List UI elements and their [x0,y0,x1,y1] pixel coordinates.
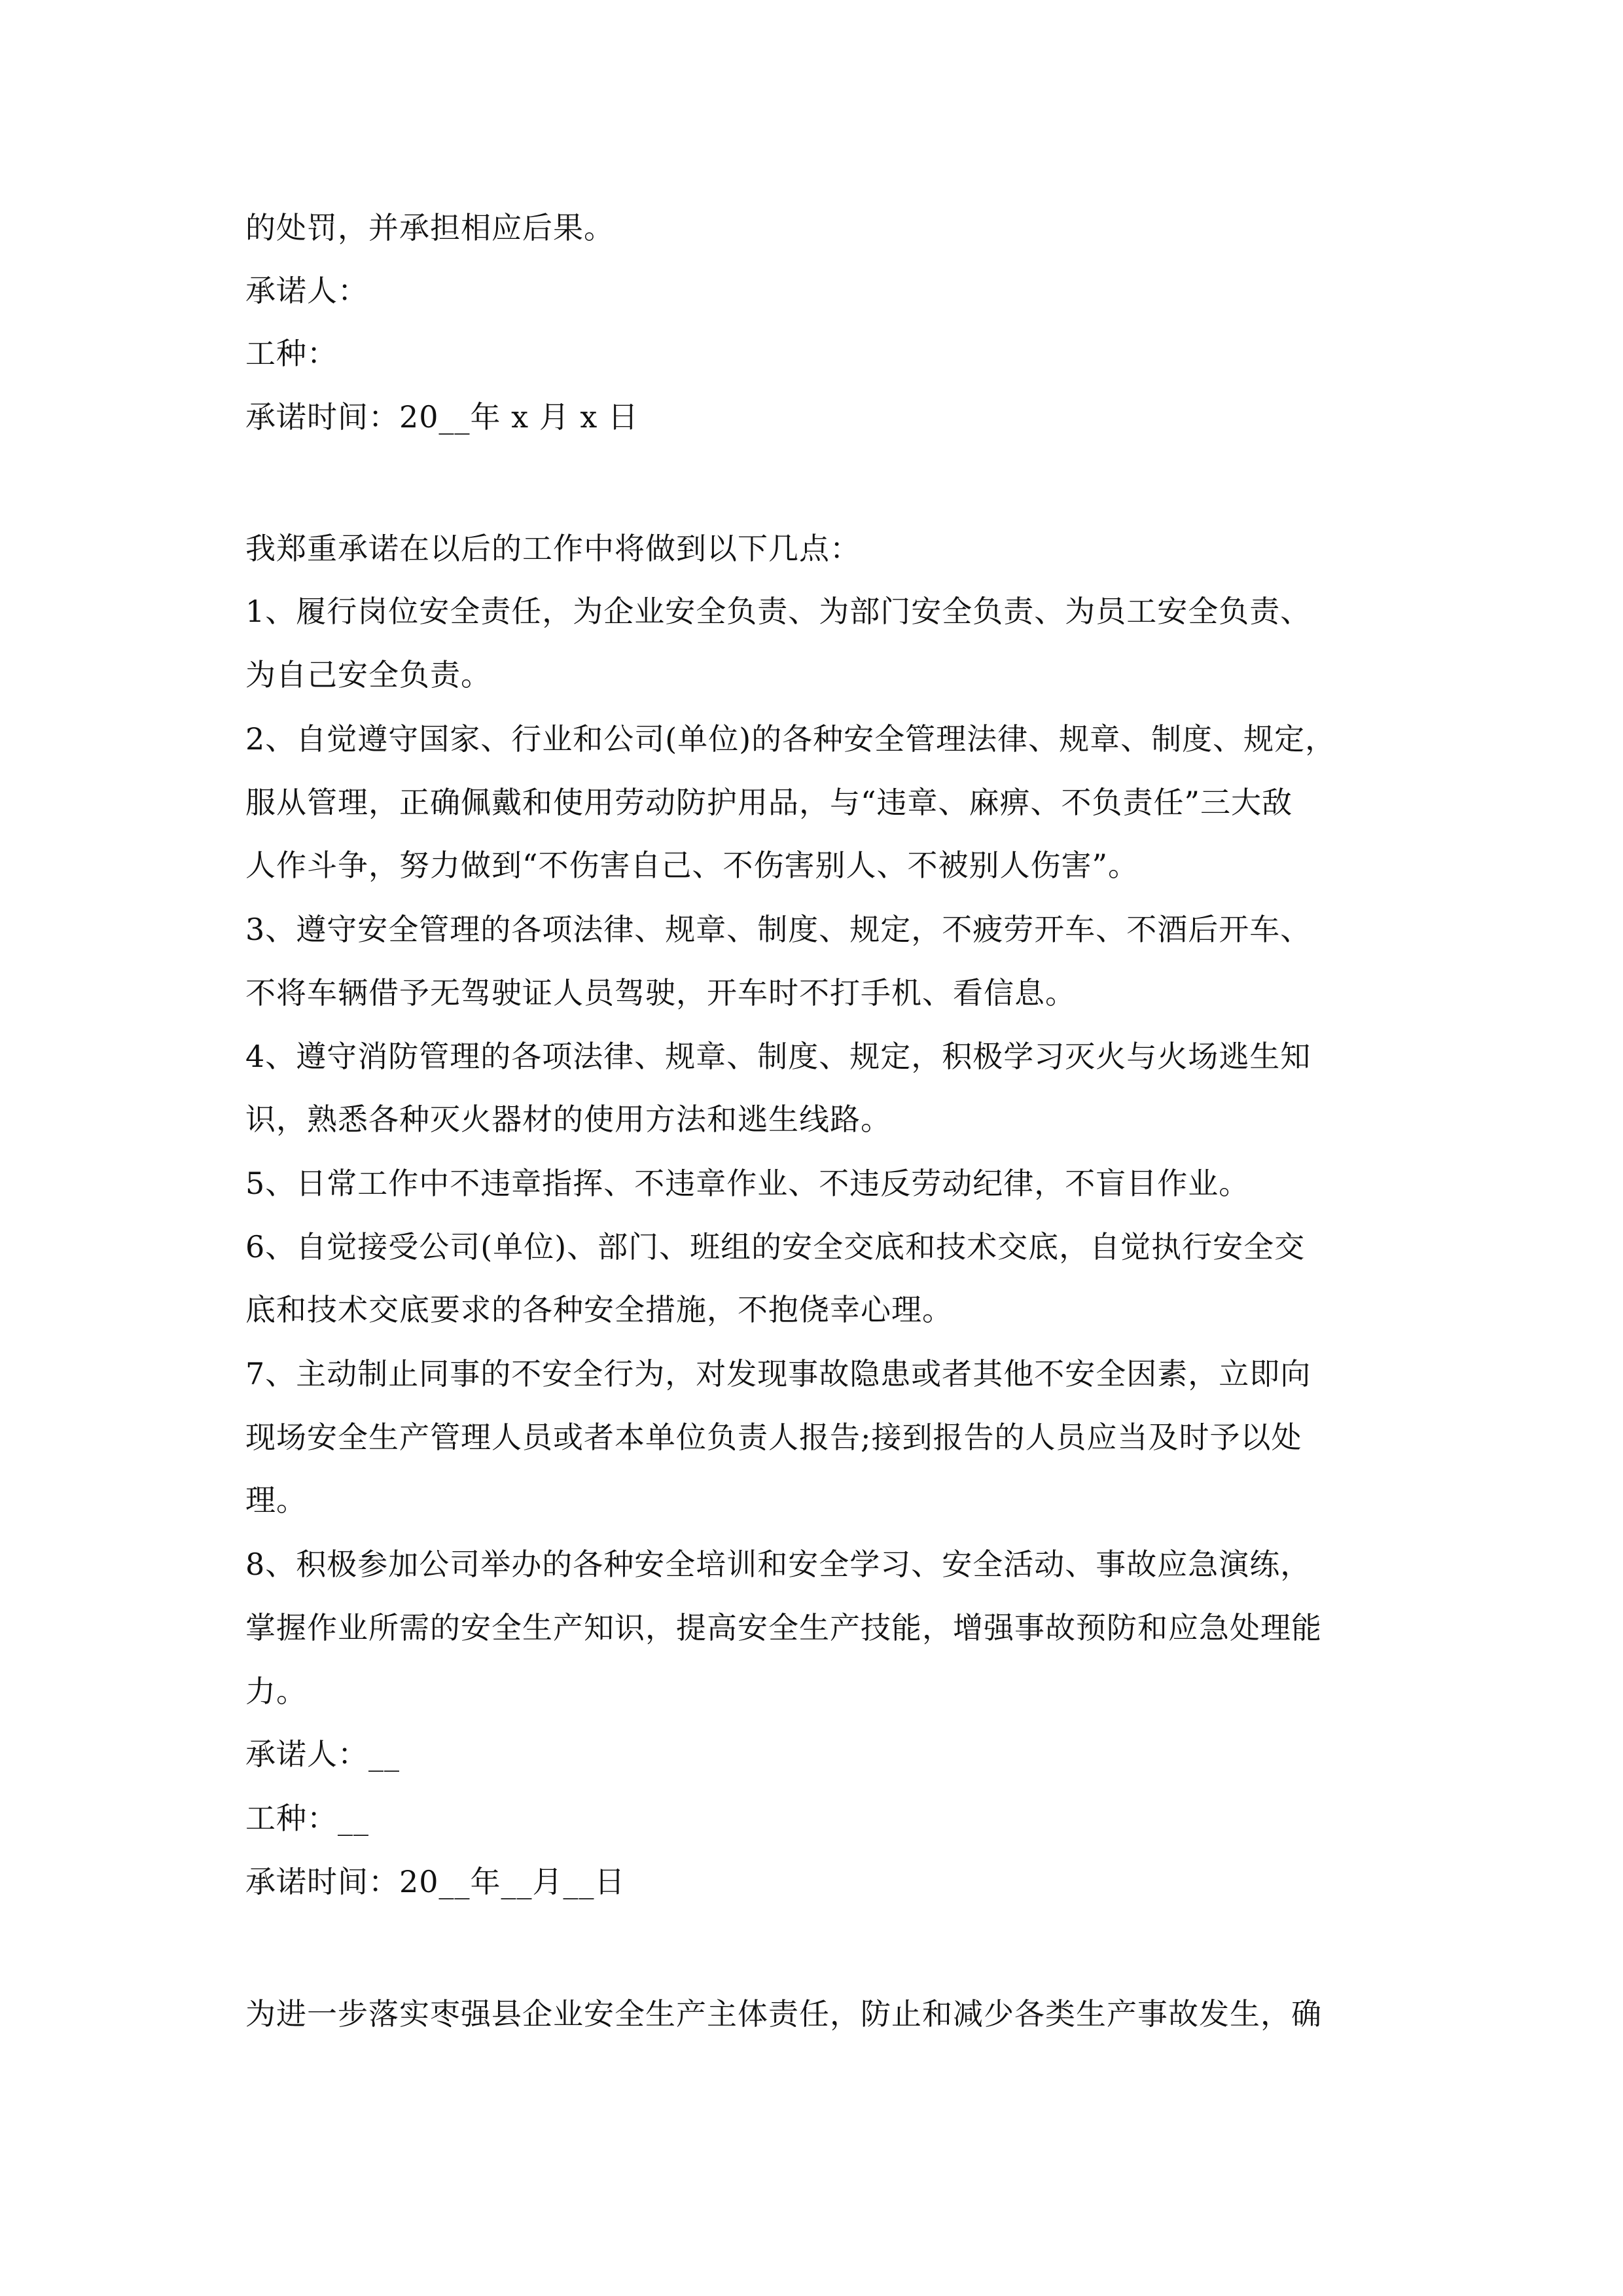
promise-date: 承诺时间：20__年 x 月 x 日 [245,399,639,435]
pledge-item-6-line-1: 6、自觉接受公司(单位)、部门、班组的安全交底和技术交底，自觉执行安全交 [245,1229,1306,1265]
pledge-item-8-line-1: 8、积极参加公司举办的各种安全培训和安全学习、安全活动、事故应急演练， [245,1547,1311,1582]
paragraph-line: 为进一步落实枣强县企业安全生产主体责任，防止和减少各类生产事故发生，确 [245,1996,1322,2032]
pledge-item-7-line-3: 理。 [245,1482,307,1518]
pledge-item-4-line-2: 识，熟悉各种灭火器材的使用方法和逃生线路。 [245,1102,891,1137]
pledge-item-2-line-1: 2、自觉遵守国家、行业和公司(单位)的各种安全管理法律、规章、制度、规定， [245,721,1336,757]
pledge-item-8-line-3: 力。 [245,1674,307,1709]
pledge-item-4-line-1: 4、遵守消防管理的各项法律、规章、制度、规定，积极学习灭火与火场逃生知 [245,1039,1311,1074]
pledge-item-8-line-2: 掌握作业所需的安全生产知识，提高安全生产技能，增强事故预防和应急处理能 [245,1610,1322,1645]
pledge-item-7-line-2: 现场安全生产管理人员或者本单位负责人报告;接到报告的人员应当及时予以处 [245,1420,1302,1455]
pledge-item-3-line-1: 3、遵守安全管理的各项法律、规章、制度、规定，不疲劳开车、不酒后开车、 [245,912,1311,947]
pledge-item-1-line-1: 1、履行岗位安全责任，为企业安全负责、为部门安全负责、为员工安全负责、 [245,594,1311,629]
pledge-item-7-line-1: 7、主动制止同事的不安全行为，对发现事故隐患或者其他不安全因素，立即向 [245,1356,1311,1391]
pledge-item-2-line-3: 人作斗争，努力做到“不伤害自己、不伤害别人、不被别人伤害”。 [245,848,1139,883]
promisor-label: 承诺人：__ [245,1736,400,1772]
pledge-item-5: 5、日常工作中不违章指挥、不违章作业、不违反劳动纪律，不盲目作业。 [245,1166,1250,1201]
pledge-item-1-line-2: 为自己安全负责。 [245,657,491,692]
pledge-item-3-line-2: 不将车辆借予无驾驶证人员驾驶，开车时不打手机、看信息。 [245,975,1076,1011]
job-type-label: 工种： [245,336,338,371]
job-type-label: 工种：__ [245,1801,369,1836]
paragraph-line: 的处罚，并承担相应后果。 [245,210,615,245]
pledge-item-2-line-2: 服从管理，正确佩戴和使用劳动防护用品，与“违章、麻痹、不负责任”三大敌 [245,785,1293,820]
pledge-intro: 我郑重承诺在以后的工作中将做到以下几点： [245,531,861,566]
promise-date: 承诺时间：20__年__月__日 [245,1864,626,1899]
pledge-item-6-line-2: 底和技术交底要求的各种安全措施，不抱侥幸心理。 [245,1292,953,1327]
promisor-label: 承诺人： [245,273,368,308]
